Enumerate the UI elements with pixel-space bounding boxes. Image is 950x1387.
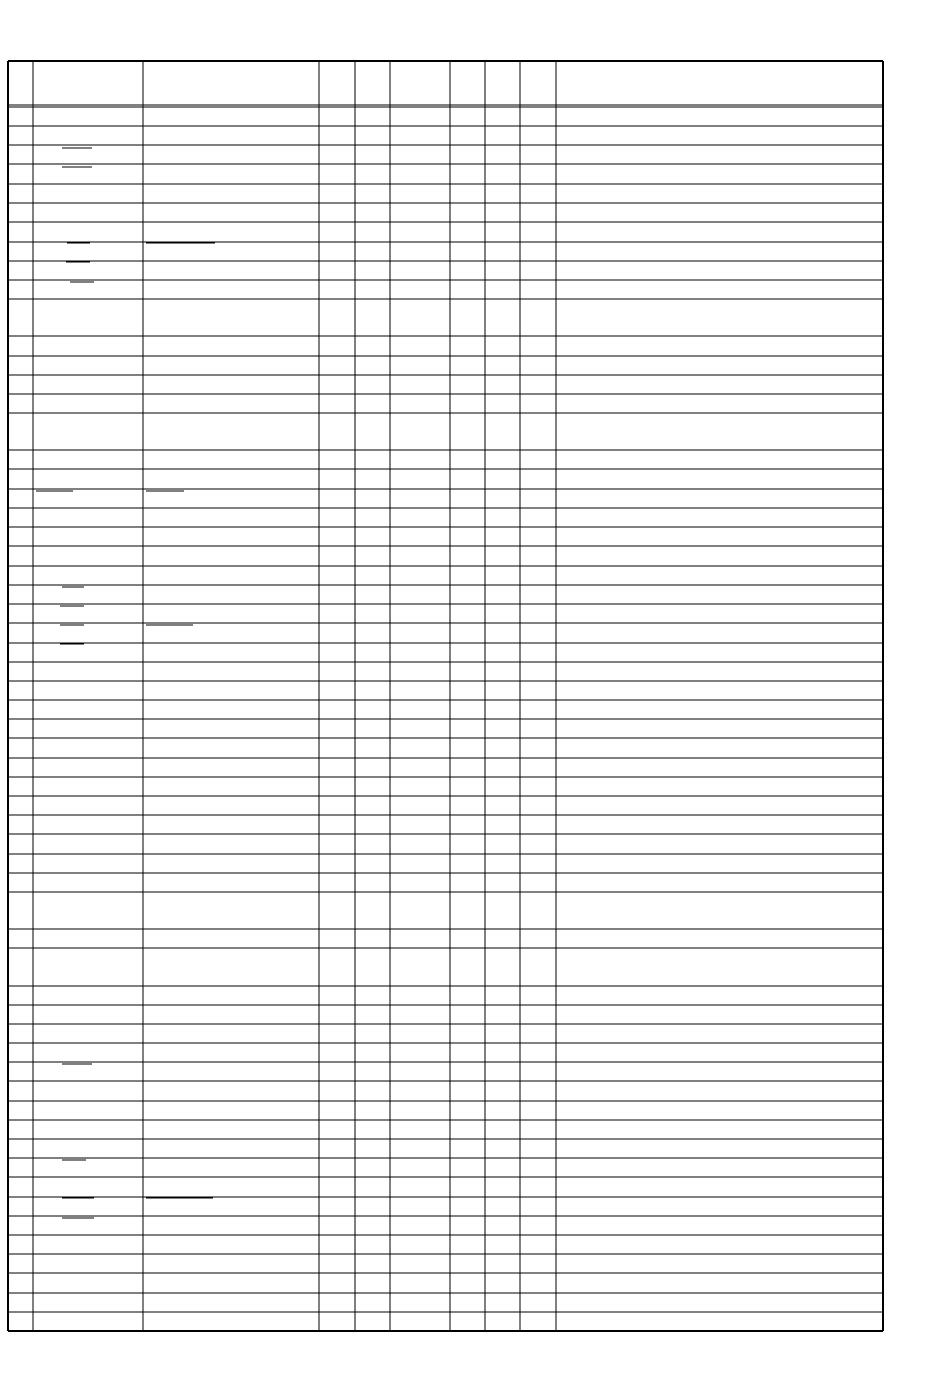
- overline-marks: [36, 148, 215, 1218]
- table-grid: [8, 61, 883, 1331]
